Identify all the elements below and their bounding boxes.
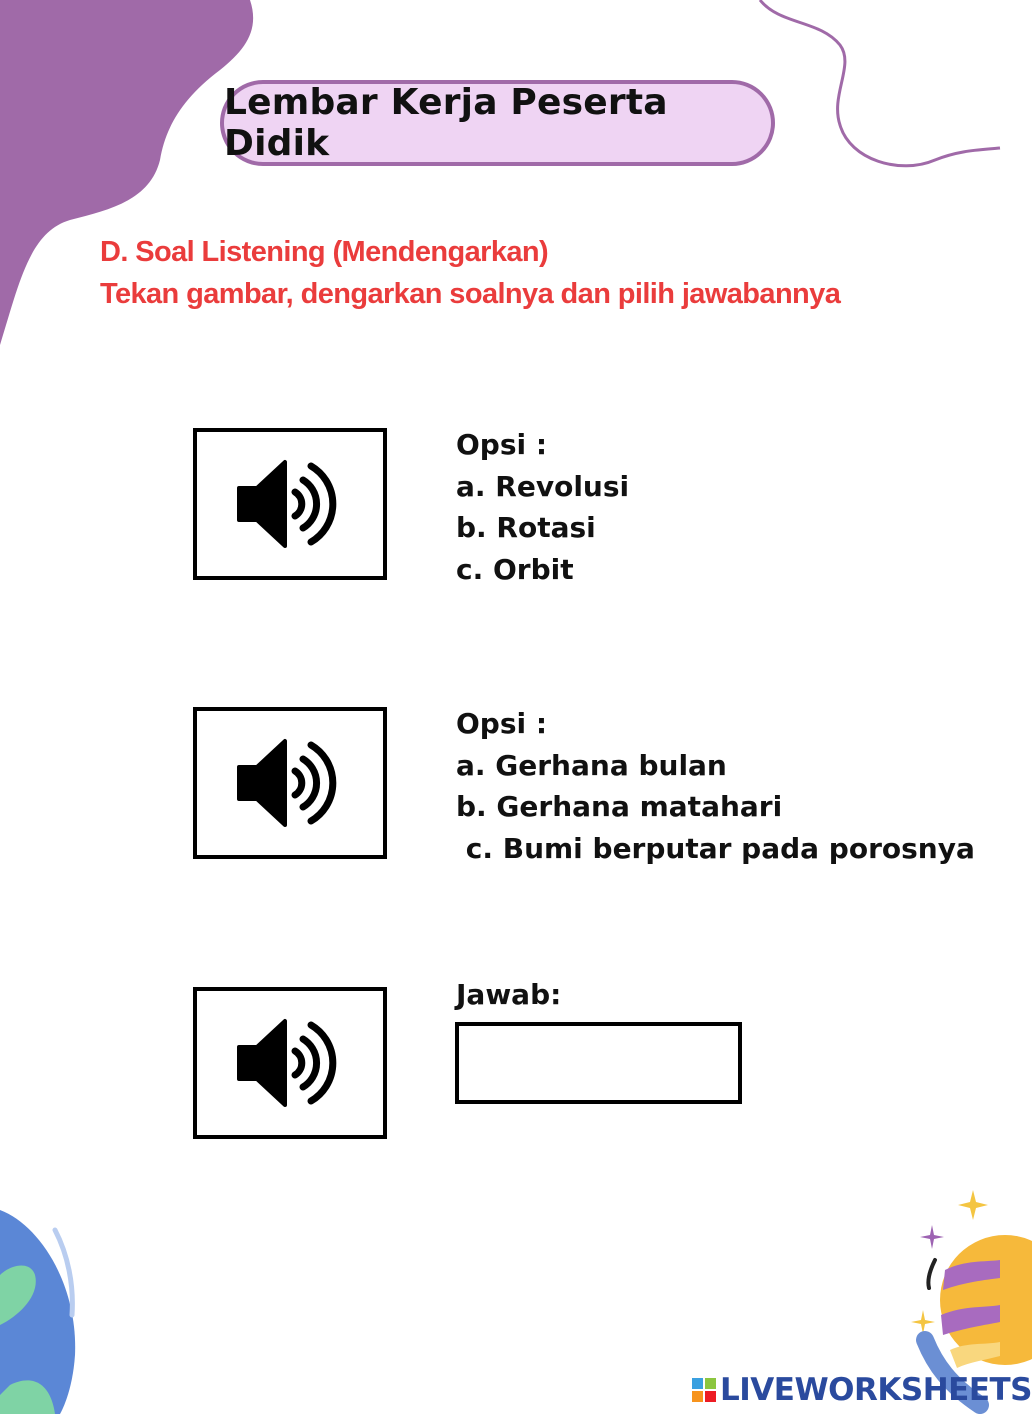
answer-label: Jawab: (456, 978, 562, 1011)
section-heading: D. Soal Listening (Mendengarkan) (100, 236, 549, 268)
audio-button-3[interactable] (193, 987, 387, 1139)
answer-input[interactable] (455, 1022, 742, 1104)
option-b[interactable]: b. Gerhana matahari (456, 790, 783, 823)
options-label: Opsi : (456, 428, 548, 461)
option-c[interactable]: c. Orbit (456, 552, 574, 586)
earth-illustration (0, 1205, 80, 1414)
speaker-icon (235, 1017, 345, 1109)
brand-logo (692, 1372, 1032, 1408)
instruction-text: Tekan gambar, dengarkan soalnya dan pilih jawabannya (100, 278, 841, 310)
option-a[interactable]: a. Gerhana bulan (456, 748, 727, 782)
decorative-wave-line (750, 0, 1000, 175)
title-banner (220, 80, 775, 166)
speaker-icon (235, 737, 345, 829)
brand-name: LIVEWORKSHEETS (720, 1372, 1032, 1408)
options-list-1 (456, 424, 629, 590)
page-title: Lembar Kerja Peserta Didik (224, 82, 668, 164)
audio-button-1[interactable] (193, 428, 387, 580)
option-c[interactable]: c. Bumi berputar pada porosnya (456, 831, 975, 865)
options-list-2 (456, 703, 975, 869)
option-b[interactable]: b. Rotasi (456, 511, 596, 544)
option-a[interactable]: a. Revolusi (456, 469, 630, 503)
options-label: Opsi : (456, 707, 548, 740)
audio-button-2[interactable] (193, 707, 387, 859)
liveworksheets-logo-icon (692, 1378, 716, 1402)
speaker-icon (235, 458, 345, 550)
